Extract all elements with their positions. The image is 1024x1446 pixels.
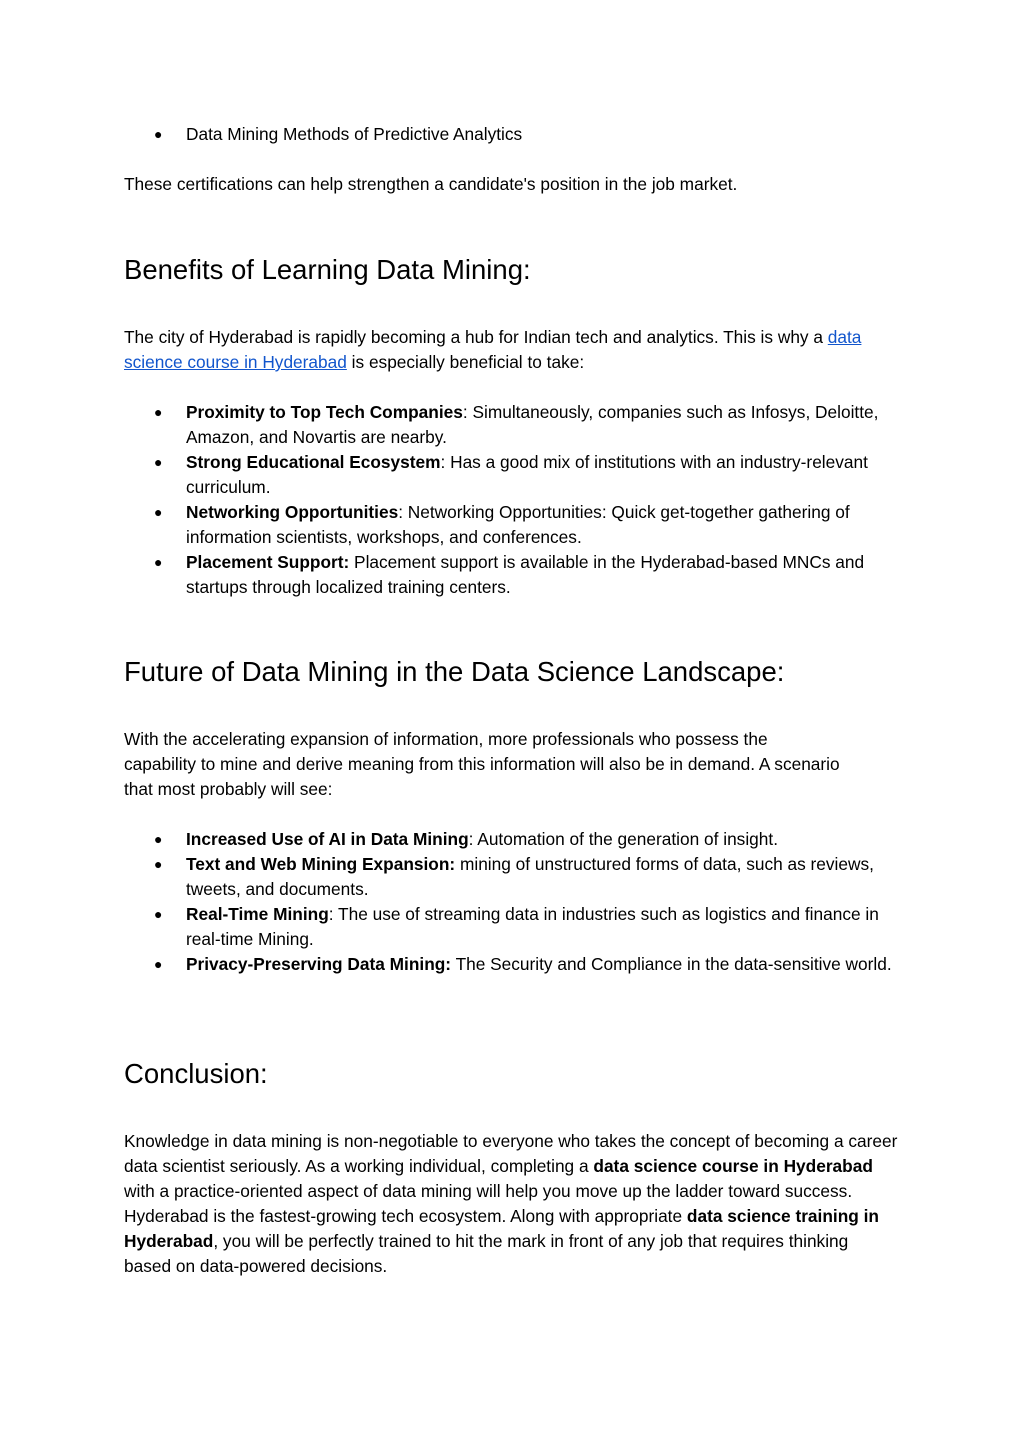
list-item — [124, 500, 901, 550]
future-heading: Future of Data Mining in the Data Science Landscape: — [124, 656, 785, 687]
conclusion-paragraph — [124, 1129, 899, 1279]
future-intro: With the accelerating expansion of information, more professionals who possess the capability to mine and derive meaning from this information will also be in demand. A scenario that most probably will see: — [124, 729, 840, 799]
list-item-text: The Security and Compliance in the data-sensitive world. — [451, 954, 892, 974]
list-item-text: Placement support is available in the Hyderabad-based MNCs and startups through localized training centers. — [186, 552, 865, 597]
benefits-intro-text-after: is especially beneficial to take: — [346, 352, 585, 372]
list-item — [124, 122, 901, 147]
list-item — [124, 827, 901, 852]
list-item-text: Data Mining Methods of Predictive Analytics — [186, 124, 523, 144]
benefits-intro-text-before: The city of Hyderabad is rapidly becoming a hub for Indian tech and analytics. This is why a — [124, 327, 828, 347]
list-item-bold: Networking Opportunities — [186, 502, 399, 522]
certifications-paragraph: These certifications can help strengthen a candidate's position in the job market. — [124, 174, 738, 194]
list-item-bold: Strong Educational Ecosystem — [186, 452, 441, 472]
list-item-bold: Text and Web Mining Expansion: — [186, 854, 456, 874]
bullet-icon: ● — [154, 856, 163, 872]
list-item-text: : Networking Opportunities: Quick get-together gathering of information scientists, workshops, and conferences. — [186, 502, 850, 547]
list-item — [124, 400, 901, 450]
bullet-icon: ● — [154, 956, 163, 972]
bullet-icon: ● — [154, 554, 163, 570]
conclusion-heading: Conclusion: — [124, 1058, 268, 1089]
bullet-icon: ● — [154, 454, 163, 470]
top-bullet-list — [124, 122, 901, 147]
benefits-intro — [124, 325, 904, 375]
bullet-icon: ● — [154, 906, 163, 922]
benefits-heading: Benefits of Learning Data Mining: — [124, 254, 531, 285]
data-science-course-link[interactable]: data science course in Hyderabad — [124, 327, 862, 372]
list-item-text: : Has a good mix of institutions with an industry-relevant curriculum. — [186, 452, 868, 497]
list-item-bold: Placement Support: — [186, 552, 350, 572]
list-item-text: : The use of streaming data in industries such as logistics and finance in real-time Mining. — [186, 904, 879, 949]
bullet-icon: ● — [154, 126, 163, 142]
list-item — [124, 852, 901, 902]
list-item-bold: Increased Use of AI in Data Mining — [186, 829, 469, 849]
conclusion-text-2: with a practice-oriented aspect of data mining will help you move up the ladder toward success. Hyderabad is the fastest-growing tech ecosystem. Along with appropriate — [124, 1181, 853, 1226]
list-item-bold: Real-Time Mining — [186, 904, 329, 924]
list-item — [124, 450, 901, 500]
list-item-bold: Proximity to Top Tech Companies — [186, 402, 463, 422]
conclusion-bold-1: data science course in Hyderabad — [593, 1156, 873, 1176]
list-item-text: mining of unstructured forms of data, such as reviews, tweets, and documents. — [186, 854, 874, 899]
list-item-text: : Automation of the generation of insight. — [468, 829, 778, 849]
list-item-text: : Simultaneously, companies such as Infosys, Deloitte, Amazon, and Novartis are nearby. — [186, 402, 879, 447]
list-item — [124, 902, 901, 952]
list-item-bold: Privacy-Preserving Data Mining: — [186, 954, 452, 974]
conclusion-text-1: Knowledge in data mining is non-negotiable to everyone who takes the concept of becoming a career data scientist seriously. As a working individual, completing a — [124, 1131, 898, 1176]
conclusion-bold-2: data science training in Hyderabad — [124, 1206, 879, 1251]
bullet-icon: ● — [154, 404, 163, 420]
conclusion-text-3: , you will be perfectly trained to hit the mark in front of any job that requires thinking based on data-powered decisions. — [124, 1231, 849, 1276]
future-list — [124, 827, 901, 977]
list-item — [124, 550, 901, 600]
list-item — [124, 952, 901, 977]
bullet-icon: ● — [154, 504, 163, 520]
benefits-list — [124, 400, 901, 600]
bullet-icon: ● — [154, 831, 163, 847]
